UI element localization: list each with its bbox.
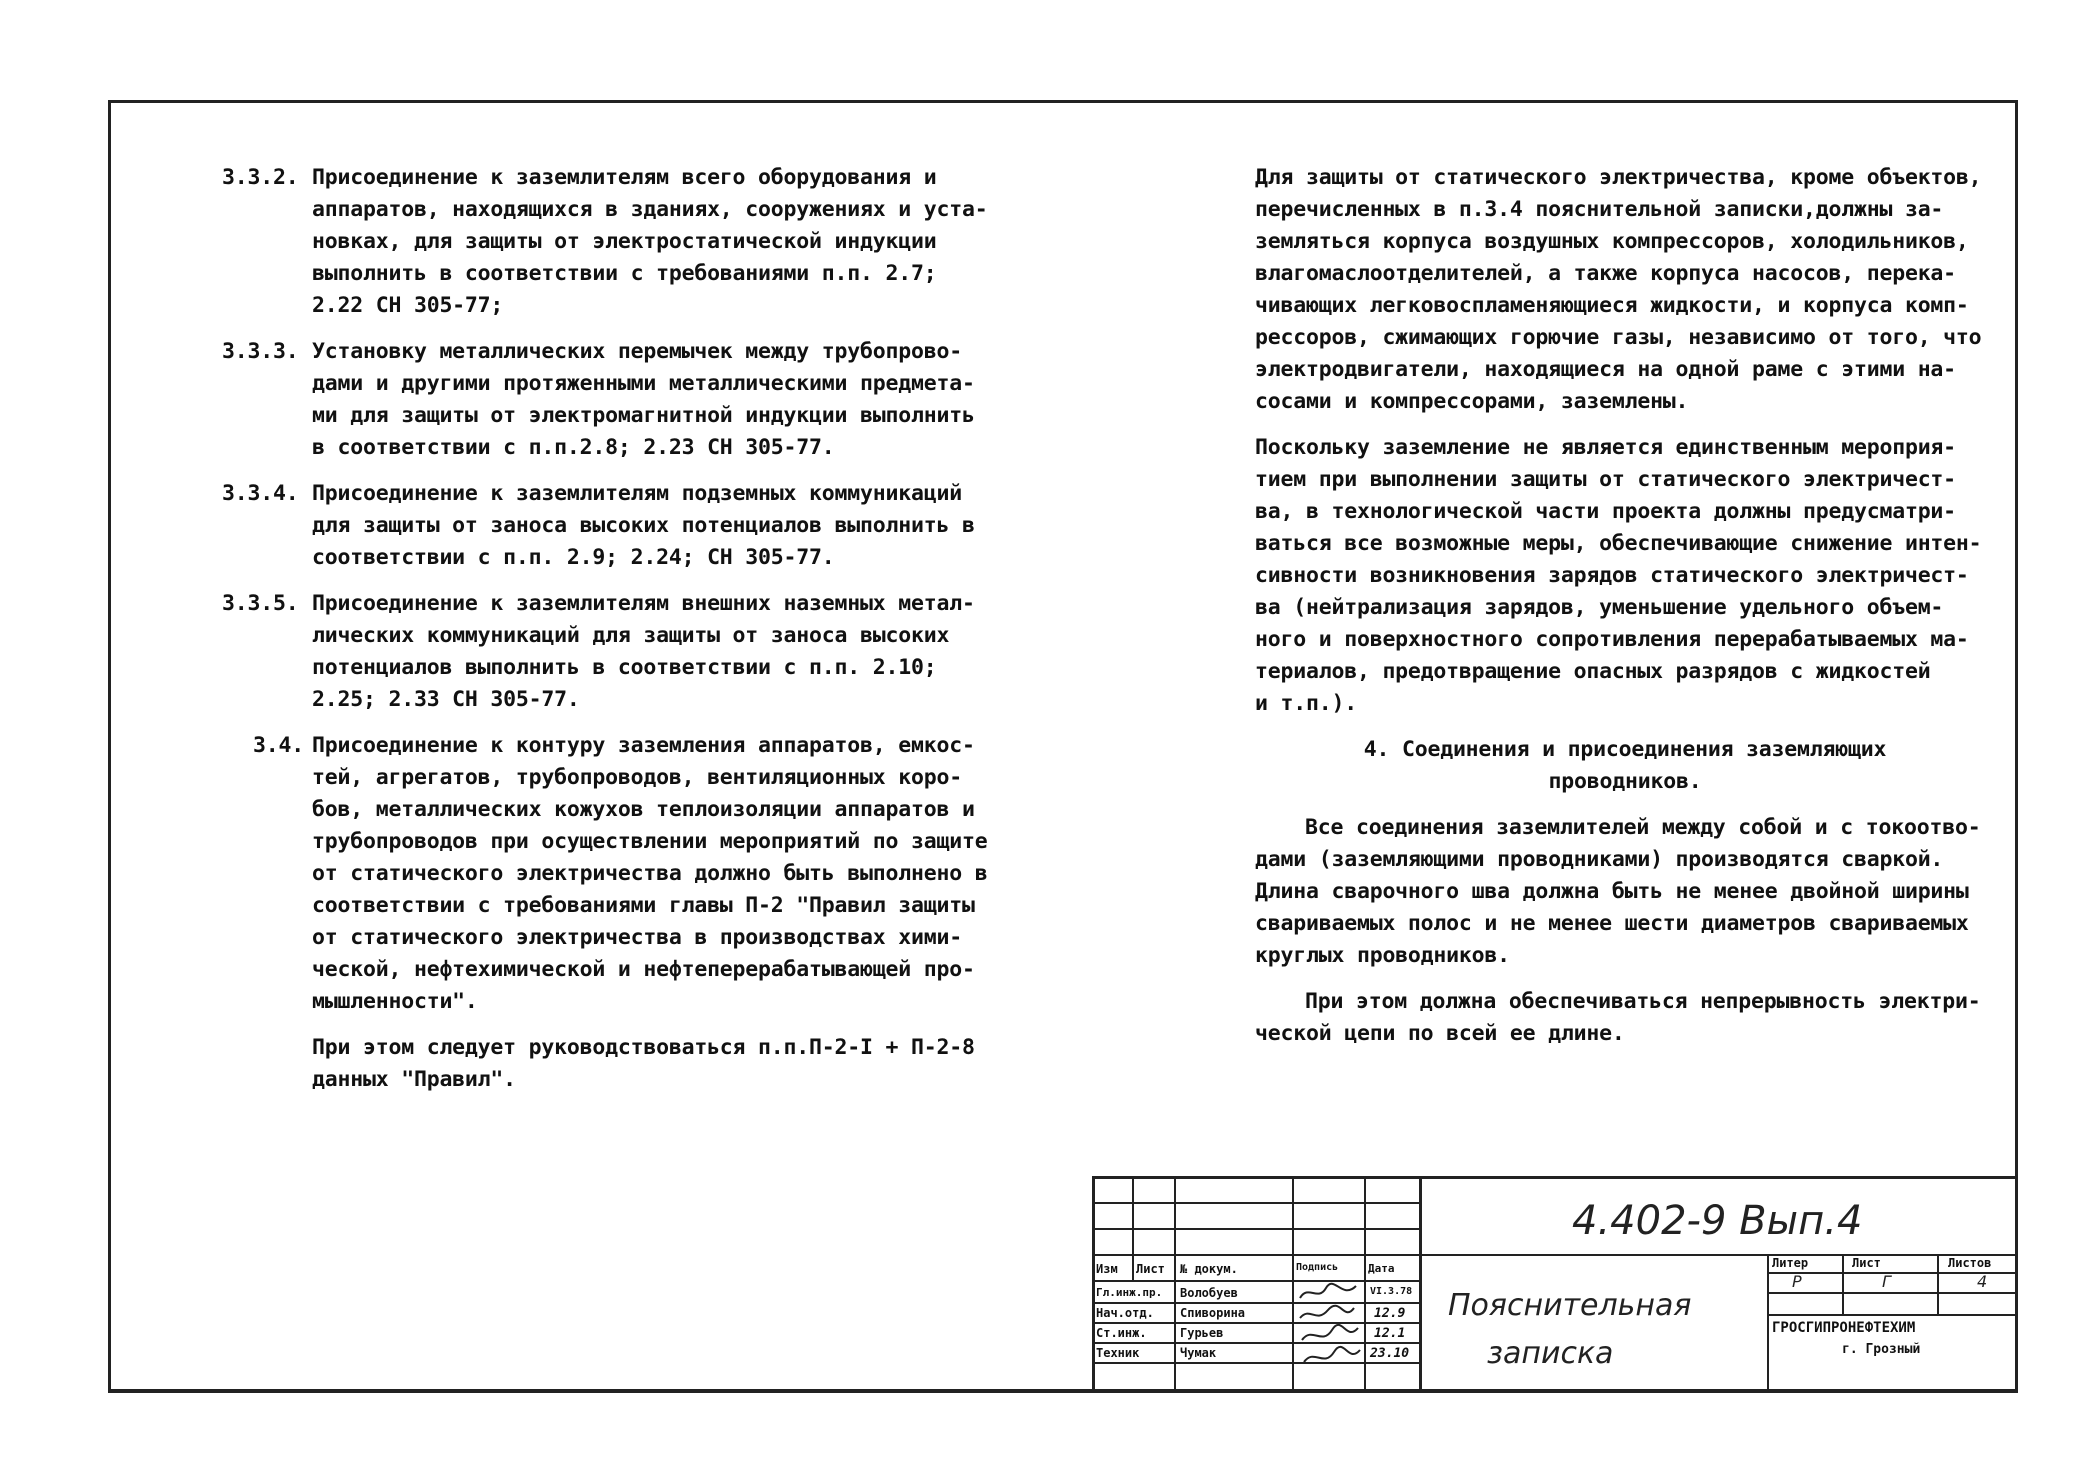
stamp-title-line2: записка	[1487, 1336, 1614, 1371]
signature-label: Подпись	[1296, 1262, 1339, 1273]
title-block-stamp	[1092, 1176, 2018, 1393]
date-row-4: 23.10	[1370, 1346, 1410, 1361]
role-senior-engineer: Ст.инж.	[1096, 1326, 1147, 1340]
litera-value: Р	[1792, 1272, 1802, 1291]
clause-3-4	[222, 730, 1002, 1018]
clause-number: 3.4.	[253, 733, 304, 758]
left-column	[222, 162, 1002, 1110]
static-electricity-paragraph: Для защиты от статического электричества, кроме объектов, перечисленных в п.3.4 пояснительной записки,должны за- земляться корпуса воздушных компрессоров, холодильников, влагомаслоотделителей, а также корпуса насосов, перека- чивающих легковоспламеняющиеся жидкости, и корпуса комп- рессоров, сжимающих горючие газы, независимо от того, что электродвигатели, находящиеся на одной раме с этими на- сосами и компрессорами, заземлены.	[1255, 165, 1982, 414]
sheet-label: Лист	[1852, 1256, 1881, 1270]
sheets-total-label: Листов	[1948, 1256, 1992, 1270]
continuity-paragraph: При этом должна обеспечиваться непрерывность электри- ческой цепи по всей ее длине.	[1255, 989, 1981, 1046]
doc-number-label: № докум.	[1180, 1262, 1238, 1276]
name-chumak: Чумак	[1180, 1346, 1217, 1360]
date-row-3: 12.1	[1374, 1326, 1406, 1341]
clause-number: 3.3.3.	[222, 339, 299, 364]
clause-3-3-2	[222, 162, 1002, 322]
izm-label: Изм	[1096, 1262, 1118, 1276]
litera-label: Литер	[1772, 1256, 1809, 1270]
date-label: Дата	[1368, 1262, 1395, 1275]
handwritten-signatures	[1294, 1280, 1364, 1390]
sheets-total-value: 4	[1977, 1272, 1988, 1291]
name-spivorina: Спиворина	[1180, 1306, 1246, 1320]
name-guryev: Гурьев	[1180, 1326, 1224, 1340]
sheet-value: Г	[1882, 1272, 1891, 1291]
clause-text: Установку металлических перемычек между трубопрово- дами и другими протяженными металлическими предмета- ми для защиты от электромагнитной индукции выполнить в соответствии с п.п.2.8; 2.23 СН 305-77.	[312, 339, 975, 460]
organization-city: г. Грозный	[1842, 1342, 1921, 1357]
right-column	[1255, 162, 1995, 1064]
role-chief-engineer: Гл.инж.пр.	[1096, 1286, 1163, 1299]
stamp-title-line1: Пояснительная	[1448, 1288, 1692, 1323]
clause-number: 3.3.4.	[222, 481, 299, 506]
welding-paragraph: Все соединения заземлителей между собой и с токоотво- дами (заземляющими проводниками) производятся сваркой. Длина сварочного шва должна быть не менее двойной ширины свариваемых полос и не менее шести диаметров свариваемых круглых проводников.	[1255, 815, 1981, 968]
clause-3-3-5	[222, 588, 1002, 716]
name-volobuev: Волобуев	[1180, 1286, 1238, 1300]
clause-text: Присоединение к заземлителям внешних наземных метал- лических коммуникаций для защиты от заноса высоких потенциалов выполнить в соответствии с п.п. 2.10; 2.25; 2.33 СН 305-77.	[312, 591, 975, 712]
clause-text: Присоединение к заземлителям всего оборудования и аппаратов, находящихся в зданиях, сооружениях и уста- новках, для защиты от электростатической индукции выполнить в соответствии с требованиями п.п. 2.7; 2.22 СН 305-77;	[312, 165, 988, 318]
grounding-measures-paragraph: Поскольку заземление не является единственным мероприя- тием при выполнении защиты от статического электричест- ва, в технологической части проекта должны предусматри- ваться все возможные меры, обеспечивающие снижение интен- сивности возникновения зарядов статического электричест- ва (нейтрализация зарядов, уменьшение удельного объем- ного и поверхностного сопротивления перерабатываемых ма- териалов, предотвращение опасных разрядов с жидкостей и т.п.).	[1255, 435, 1982, 716]
clause-text: Присоединение к контуру заземления аппаратов, емкос- тей, агрегатов, трубопроводов, вентиляционных коро- бов, металлических кожухов теплоизоляции аппаратов и трубопроводов при осуществлении мероприятий по защите от статического электричества должно быть выполнено в соответствии с требованиями главы П-2 "Правил защиты от статического электричества в производствах хими- ческой, нефтехимической и нефтеперерабатывающей про- мышленности".	[312, 733, 988, 1014]
clause-number: 3.3.2.	[222, 165, 299, 190]
clause-number: 3.3.5.	[222, 591, 299, 616]
section-4-heading: 4. Соединения и присоединения заземляющих проводников.	[1363, 737, 1887, 794]
role-technician: Техник	[1096, 1346, 1140, 1360]
list-label: Лист	[1136, 1262, 1165, 1276]
role-dept-head: Нач.отд.	[1096, 1306, 1154, 1320]
date-row-2: 12.9	[1374, 1306, 1406, 1321]
clause-text: Присоединение к заземлителям подземных коммуникаций для защиты от заноса высоких потенциалов выполнить в соответствии с п.п. 2.9; 2.24; СН 305-77.	[312, 481, 975, 570]
document-code: 4.402-9 Вып.4	[1572, 1198, 1863, 1244]
left-final-paragraph: При этом следует руководствоваться п.п.П-2-I + П-2-8 данных "Правил".	[312, 1035, 975, 1092]
date-row-1: VI.3.78	[1370, 1286, 1413, 1297]
clause-3-3-4	[222, 478, 1002, 574]
organization-name: ГРОСГИПРОНЕФТЕХИМ	[1772, 1320, 1916, 1336]
clause-3-3-3	[222, 336, 1002, 464]
